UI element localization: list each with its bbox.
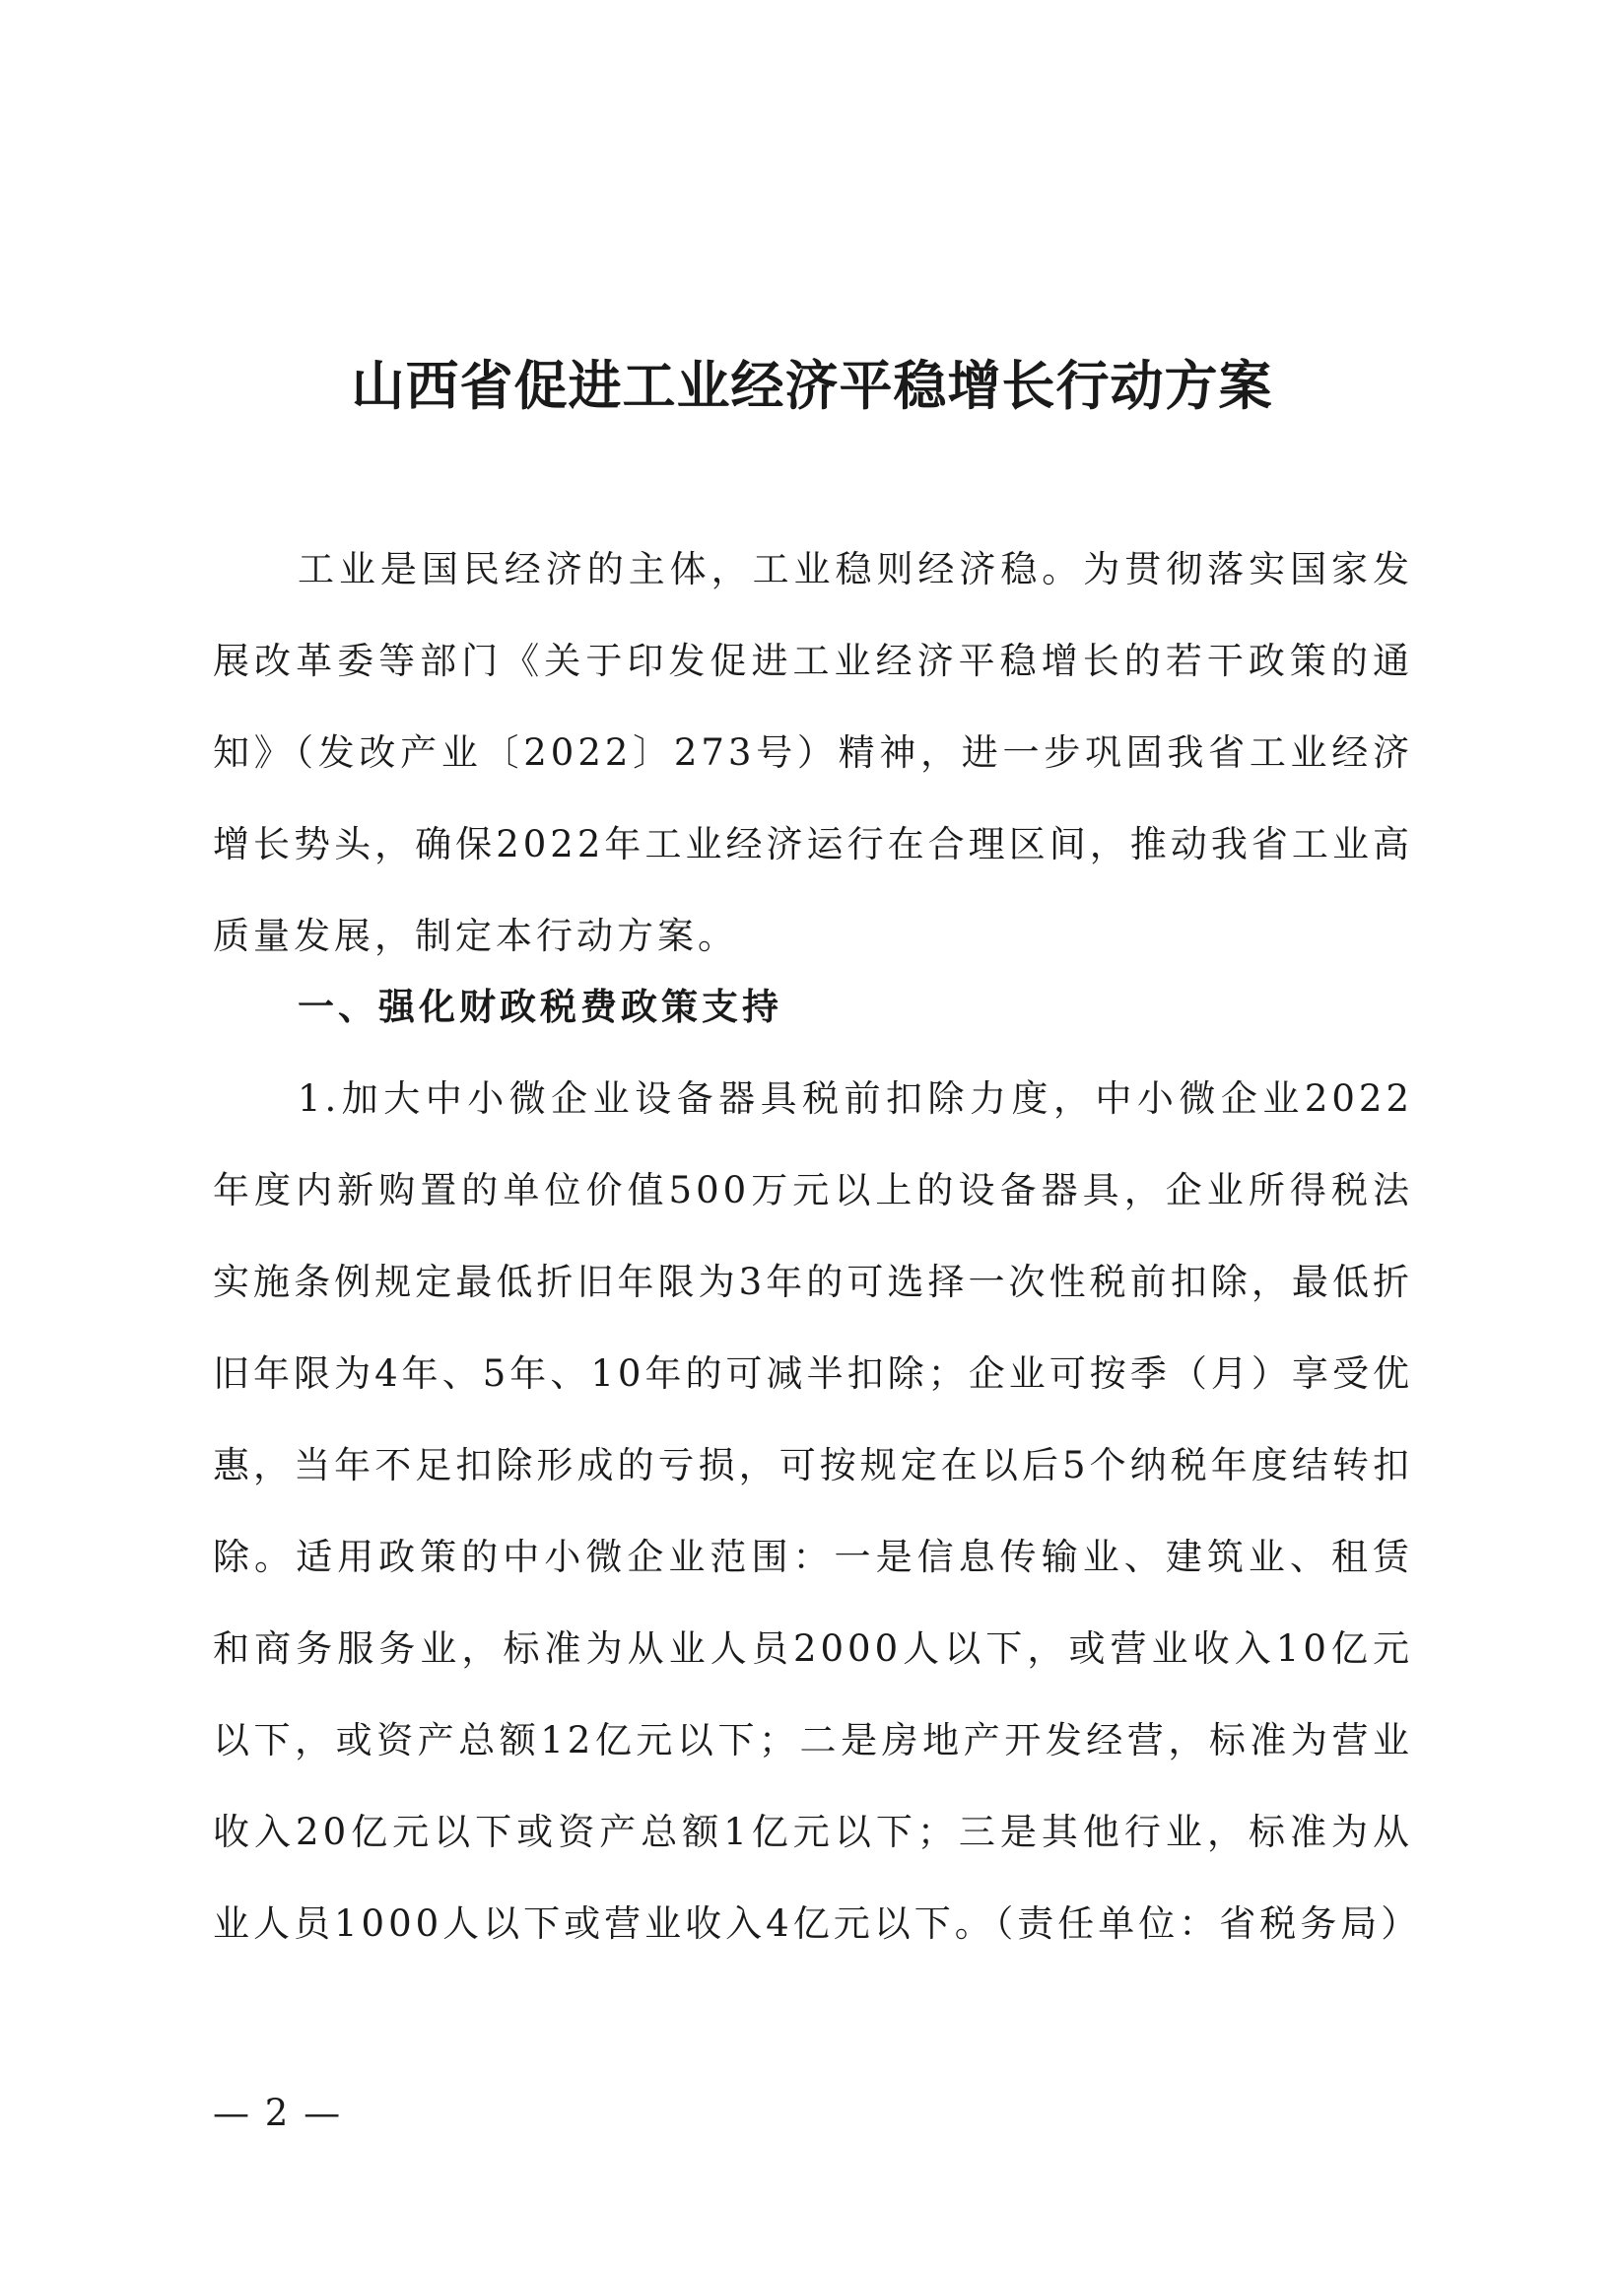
document-title: 山西省促进工业经济平稳增长行动方案	[351, 355, 1273, 417]
section-heading: 一、强化财政税费政策支持	[298, 986, 782, 1028]
page-number: — 2 —	[213, 2092, 343, 2134]
intro-paragraph: 工业是国民经济的主体，工业稳则经济稳。为贯彻落实国家发展改革委等部门《关于印发促进工业经济平稳增长的若干政策的通知》（发改产业〔2022〕273号）精神，进一步巩固我省工业经济增长势头，确保2022年工业经济运行在合理区间，推动我省工业高质量发展，制定本行动方案。	[213, 548, 1413, 957]
section-item-paragraph: 1.加大中小微企业设备器具税前扣除力度，中小微企业2022年度内新购置的单位价值500万元以上的设备器具，企业所得税法实施条例规定最低折旧年限为3年的可选择一次性税前扣除，最低折旧年限为4年、5年、10年的可减半扣除；企业可按季（月）享受优惠，当年不足扣除形成的亏损，可按规定在以后5个纳税年度结转扣除。适用政策的中小微企业范围：一是信息传输业、建筑业、租赁和商务服务业，标准为从业人员2000人以下，或营业收入10亿元以下，或资产总额12亿元以下；二是房地产开发经营，标准为营业收入20亿元以下或资产总额1亿元以下；三是其他行业，标准为从业人员1000人以下或营业收入4亿元以下。（责任单位：省税务局）	[213, 1077, 1422, 1945]
